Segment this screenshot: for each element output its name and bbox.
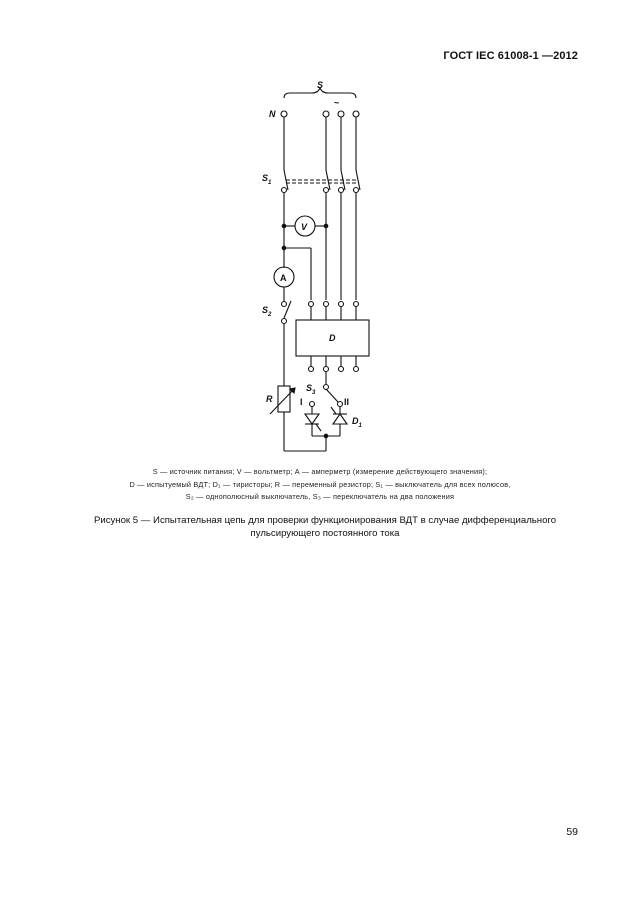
legend-line-2: D — испытуемый ВДТ; D₁ — тиристоры; R — переменный резистор; S₁ — выключатель для всех полюсов, (129, 479, 511, 489)
page-number: 59 (566, 826, 578, 838)
label-d1: $D_1$ (352, 416, 362, 429)
label-n: N (269, 109, 276, 119)
thyristor-1 (305, 414, 319, 424)
figure-legend (60, 466, 580, 504)
thyristor-2 (333, 414, 347, 424)
switch-s3-common (324, 385, 329, 390)
label-pos2: II (344, 397, 350, 407)
label-a: A (280, 273, 287, 283)
label-d: D (329, 333, 336, 343)
label-s2: $S_2$ (262, 305, 272, 318)
legend-line-3: S₂ — однополюсный выключатель, S₃ — переключатель на два положения (185, 492, 455, 501)
caption-line-2: пульсирующего постоянного тока (250, 528, 400, 539)
terminal-l2 (338, 111, 344, 117)
terminal-n (281, 111, 287, 117)
switch-s3 (326, 389, 338, 402)
document-id: ГОСТ IEC 61008-1 —2012 (443, 50, 578, 62)
label-s1: $S_1$ (262, 173, 272, 186)
label-r: R (266, 394, 273, 404)
terminal-l3 (353, 111, 359, 117)
caption-line-1: Рисунок 5 — Испытательная цепь для проверки функционирования ВДТ в случае дифференциального (93, 515, 557, 526)
label-s3: $S_3$ (306, 383, 316, 396)
label-pos1: I (300, 397, 303, 407)
switch-s2-top (282, 302, 287, 307)
label-ac: ~ (334, 98, 340, 108)
legend-line-1: S — источник питания; V — вольтметр; A — амперметр (измерение действующего значения); (152, 467, 488, 476)
figure-caption (60, 514, 590, 540)
label-v: V (301, 222, 308, 232)
terminal-l1 (323, 111, 329, 117)
switch-s1 (282, 170, 361, 193)
label-s: S (317, 80, 324, 90)
